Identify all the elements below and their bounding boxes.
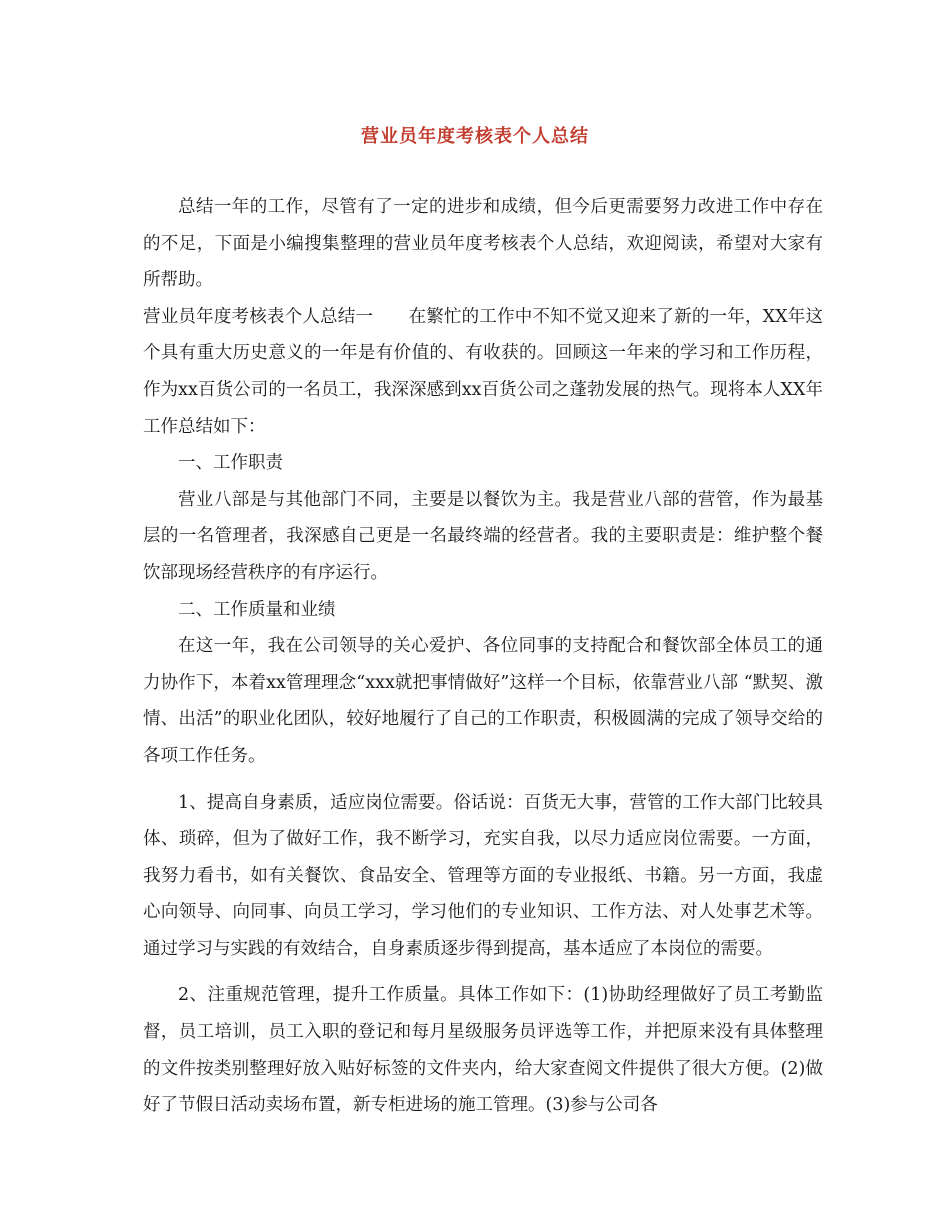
quality-paragraph: 在这一年，我在公司领导的关心爱护、各位同事的支持配合和餐饮部全体员工的通力协作下，本着xx管理理念“xxx就把事情做好”这样一个目标，依靠营业八部 “默契、激情、出活”的职业化团队，较好地履行了自己的工作职责，积极圆满的完成了领导交给的各项工作任务。 — [143, 636, 823, 766]
section-heading-duties: 一、工作职责 — [178, 453, 283, 474]
self-improvement-paragraph: 1、提高自身素质，适应岗位需要。俗话说：百货无大事，营管的工作大部门比较具体、琐碎，但为了做好工作，我不断学习，充实自我，以尽力适应岗位需要。一方面，我努力看书，如有关餐饮、食品安全、管理等方面的专业报纸、书籍。另一方面，我虚心向领导、向同事、向员工学习，学习他们的专业知识、工作方法、对人处事艺术等。通过学习与实践的有效结合，自身素质逐步得到提高，基本适应了本岗位的需要。 — [143, 792, 823, 959]
duties-paragraph: 营业八部是与其他部门不同，主要是以餐饮为主。我是营业八部的营管，作为最基层的一名管理者，我深感自己更是一名最终端的经营者。我的主要职责是：维护整个餐饮部现场经营秩序的有序运行。 — [143, 489, 823, 583]
section-heading-quality: 二、工作质量和业绩 — [178, 599, 336, 620]
intro-paragraph: 总结一年的工作，尽管有了一定的进步和成绩，但今后更需要努力改进工作中存在的不足，下面是小编搜集整理的营业员年度考核表个人总结，欢迎阅读，希望对大家有所帮助。 — [143, 197, 823, 291]
document-title: 营业员年度考核表个人总结 — [361, 126, 589, 147]
summary-one-paragraph: 营业员年度考核表个人总结一 在繁忙的工作中不知不觉又迎来了新的一年，XX年这个具有重大历史意义的一年是有价值的、有收获的。回顾这一年来的学习和工作历程，作为xx百货公司的一名员工，我深深感到xx百货公司之蓬勃发展的热气。现将本人XX年工作总结如下： — [143, 306, 823, 437]
management-paragraph: 2、注重规范管理，提升工作质量。具体工作如下：(1)协助经理做好了员工考勤监督，员工培训，员工入职的登记和每月星级服务员评选等工作，并把原来没有具体整理的文件按类别整理好放入贴好标签的文件夹内，给大家查阅文件提供了很大方便。(2)做好了节假日活动卖场布置，新专柜进场的施工管理。(3)参与公司各 — [143, 985, 823, 1116]
document-body — [143, 189, 823, 1124]
